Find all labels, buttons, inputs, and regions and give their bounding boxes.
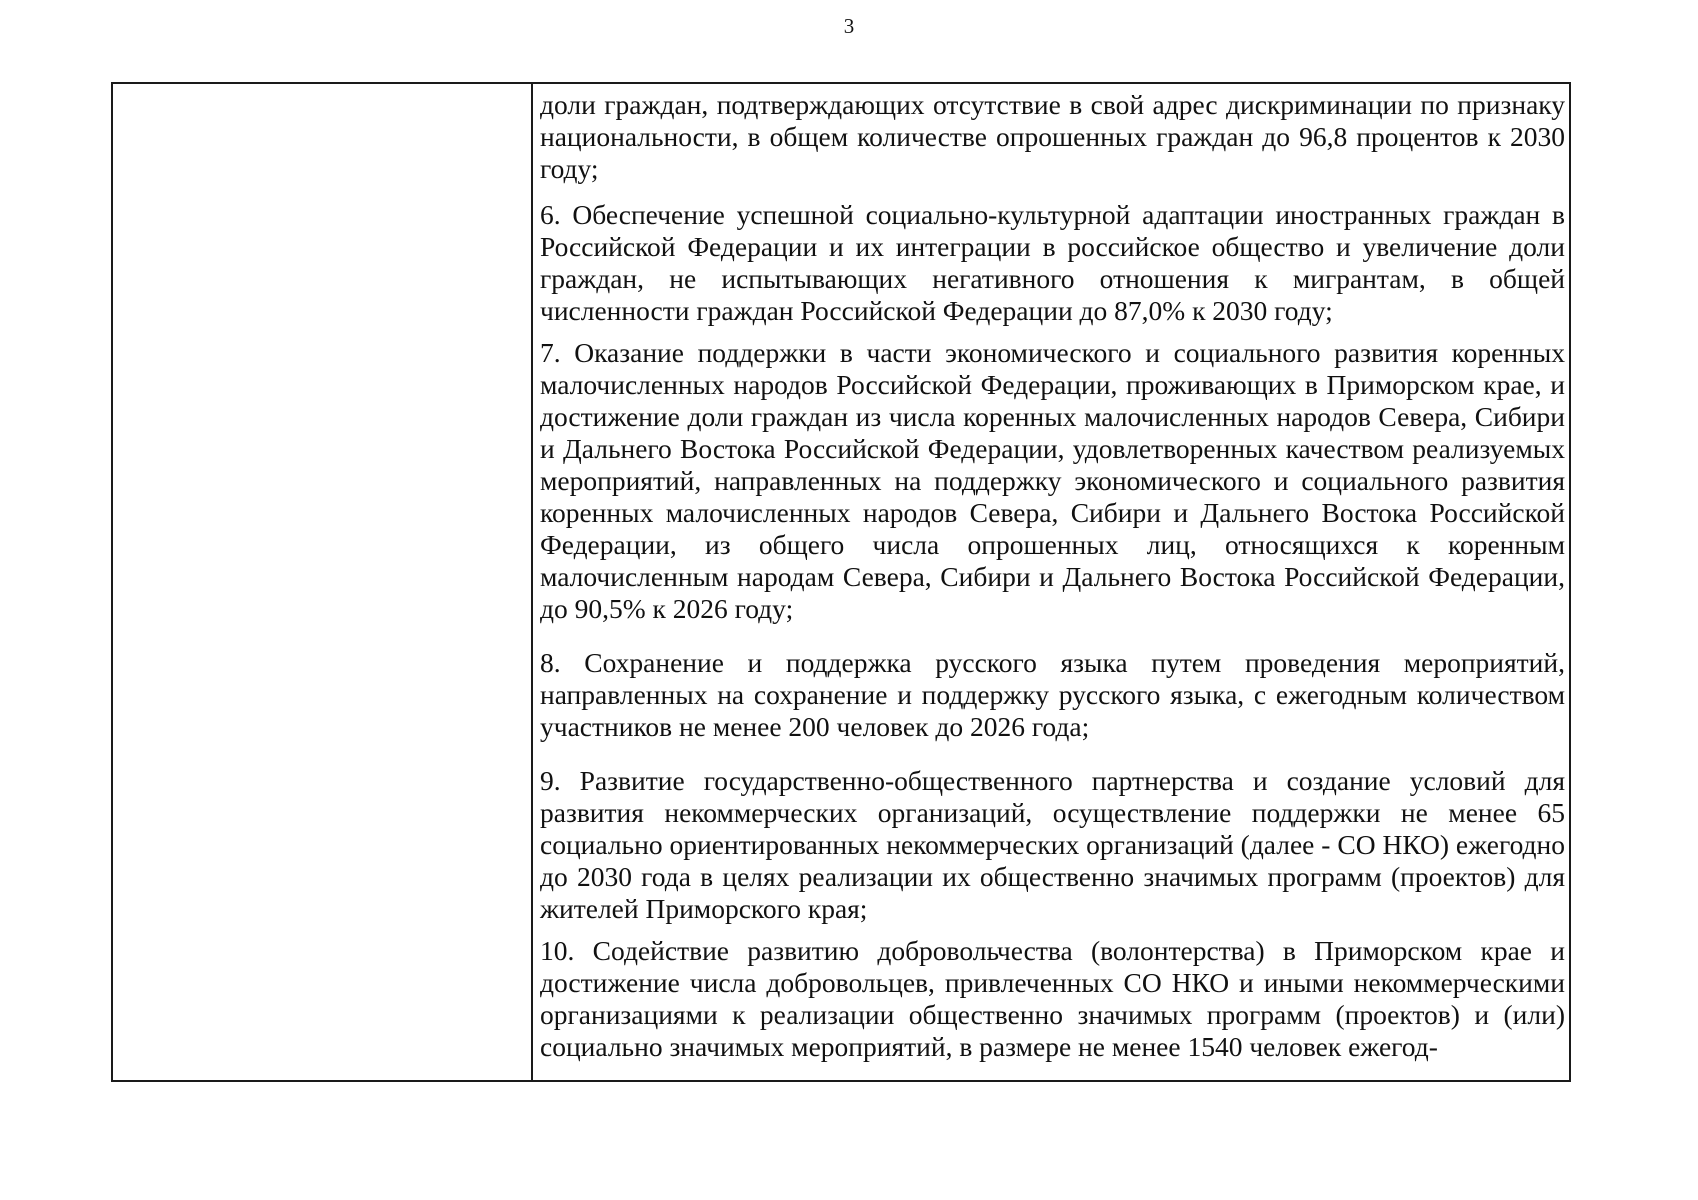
paragraph-item-6: 6. Обеспечение успешной социально-культурной адаптации иностранных граждан в Российской Федерации и их интеграции в российское общество и увеличение доли граждан, не испытывающих негативного отношения к мигрантам, в общей численности граждан Российской Федерации до 87,0% к 2030 году; bbox=[540, 199, 1565, 326]
table-right-cell bbox=[533, 84, 1569, 1080]
paragraph-item-10: 10. Содействие развитию добровольчества (волонтерства) в Приморском крае и достижение числа добровольцев, привлеченных СО НКО и иными некоммерческими организациями к реализации общественно значимых программ (проектов) и (или) социально значимых мероприятий, в размере не менее 1540 человек ежегод- bbox=[540, 935, 1565, 1062]
paragraph-intro: доли граждан, подтверждающих отсутствие в свой адрес дискриминации по признаку национальности, в общем количестве опрошенных граждан до 96,8 процентов к 2030 году; bbox=[540, 89, 1565, 184]
page-number: 3 bbox=[843, 14, 855, 38]
document-table bbox=[111, 82, 1571, 1082]
paragraph-item-7: 7. Оказание поддержки в части экономического и социального развития коренных малочисленных народов Российской Федерации, проживающих в Приморском крае, и достижение доли граждан из числа коренных малочисленных народов Севера, Сибири и Дальнего Востока Российской Федерации, удовлетворенных качеством реализуемых мероприятий, направленных на поддержку экономического и социального развития коренных малочисленных народов Севера, Сибири и Дальнего Востока Российской Федерации, из общего числа опрошенных лиц, относящихся к коренным малочисленным народам Севера, Сибири и Дальнего Востока Российской Федерации, до 90,5% к 2026 году; bbox=[540, 337, 1565, 624]
paragraph-item-9: 9. Развитие государственно-общественного партнерства и создание условий для развития некоммерческих организаций, осуществление поддержки не менее 65 социально ориентированных некоммерческих организаций (далее - СО НКО) ежегодно до 2030 года в целях реализации их общественно значимых программ (проектов) для жителей Приморского края; bbox=[540, 765, 1565, 924]
table-left-cell bbox=[113, 84, 533, 1080]
paragraph-item-8: 8. Сохранение и поддержка русского языка путем проведения мероприятий, направленных на сохранение и поддержку русского языка, с ежегодным количеством участников не менее 200 человек до 2026 года; bbox=[540, 647, 1565, 742]
